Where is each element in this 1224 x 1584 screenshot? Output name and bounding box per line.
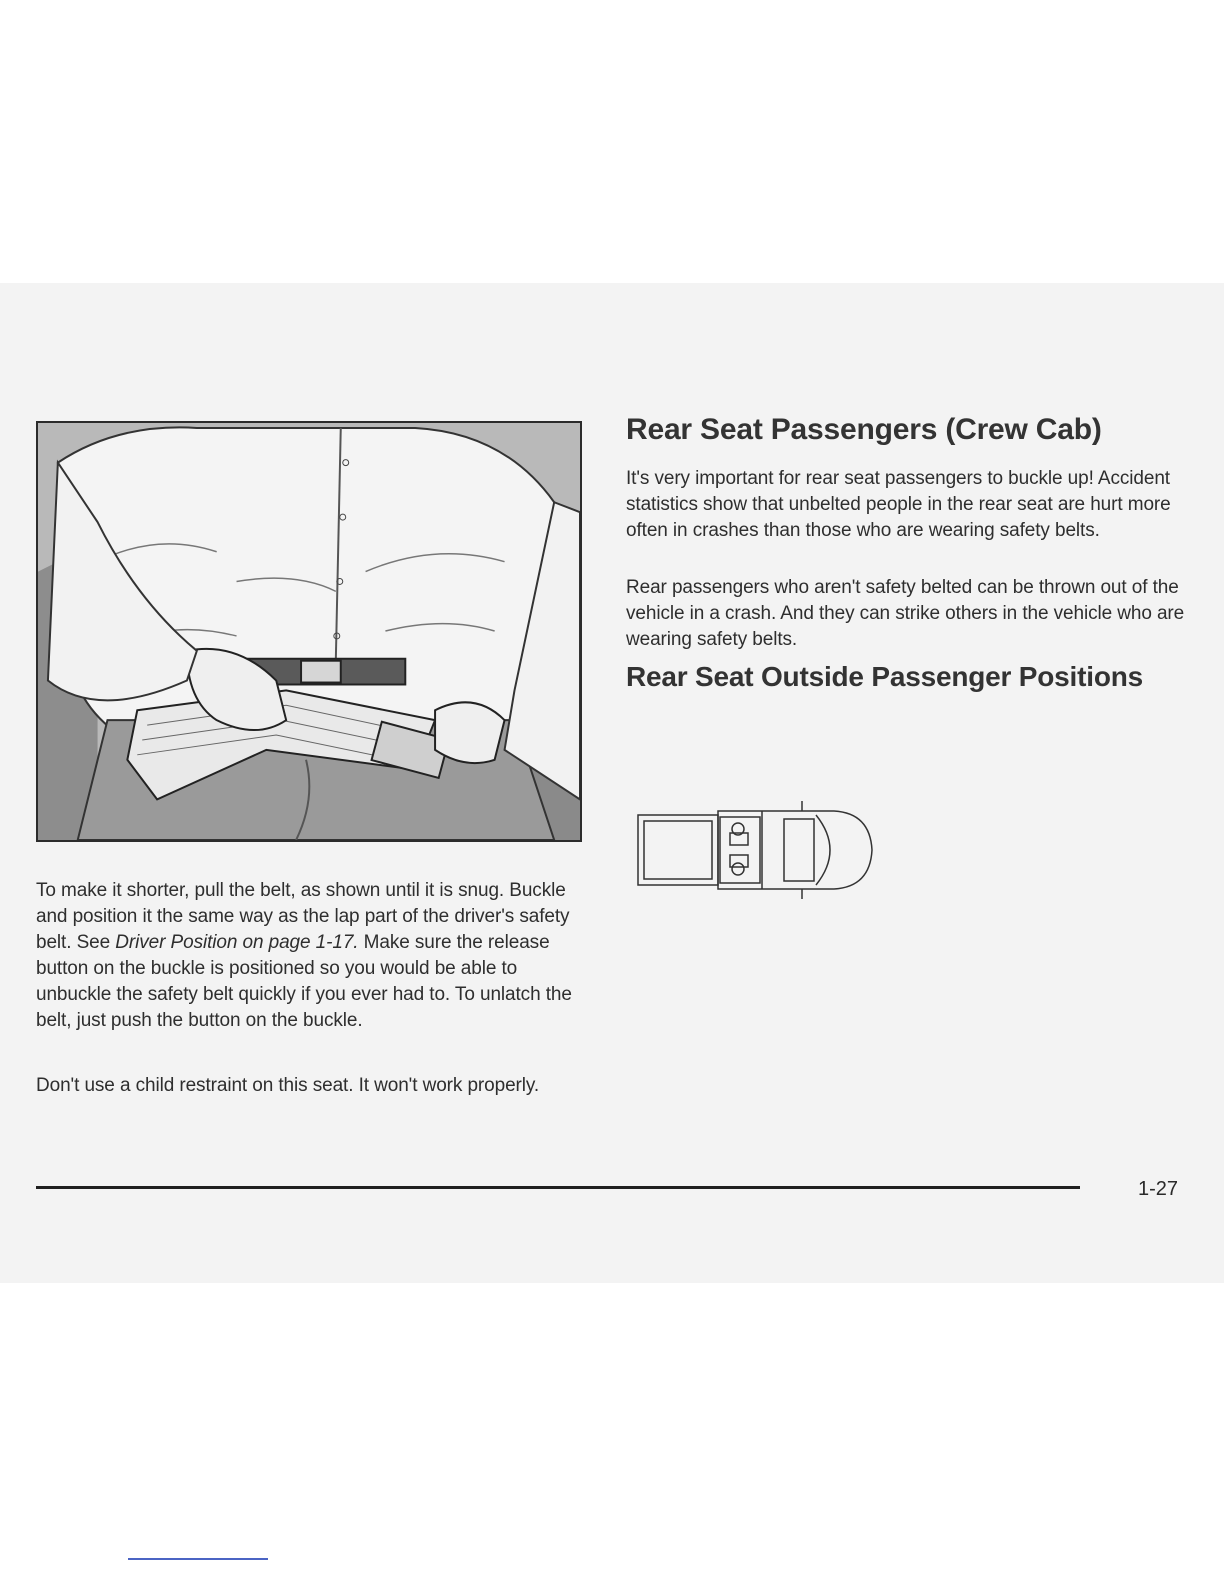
paragraph-text: To make it shorter, pull the belt, as shown until it is snug. Buckle and position it the same way as the lap part of the driver's safety belt. See (36, 880, 570, 953)
heading-rear-seat-passengers: Rear Seat Passengers (Crew Cab) (626, 413, 1102, 446)
rear-seat-importance-paragraph: It's very important for rear seat passengers to buckle up! Accident statistics show that unbelted people in the rear seat are hurt more often in crashes than those who are wearing safety belts. (626, 468, 1171, 541)
crew-cab-seating-diagram (634, 795, 878, 905)
belt-adjust-paragraph (36, 878, 588, 1034)
page-reference-link[interactable]: Driver Position on page 1-17. (115, 932, 359, 953)
heading-outside-positions: Rear Seat Outside Passenger Positions (626, 661, 1144, 692)
footer-underline (128, 1558, 268, 1560)
paragraph-text: Make sure the release button on the buckle is positioned so you would be able to unbuckle the safety belt quickly if you ever had to. To unlatch the belt, just push the button on the buckle. (36, 932, 572, 1031)
unbelted-risk-paragraph: Rear passengers who aren't safety belted can be thrown out of the vehicle in a crash. And they can strike others in the vehicle who are wearing safety belts. (626, 577, 1185, 650)
child-restraint-paragraph: Don't use a child restraint on this seat. It won't work properly. (36, 1075, 540, 1096)
footer-rule (36, 1186, 1080, 1189)
lap-belt-illustration (36, 421, 582, 842)
page-number: 1-27 (1138, 1178, 1179, 1200)
